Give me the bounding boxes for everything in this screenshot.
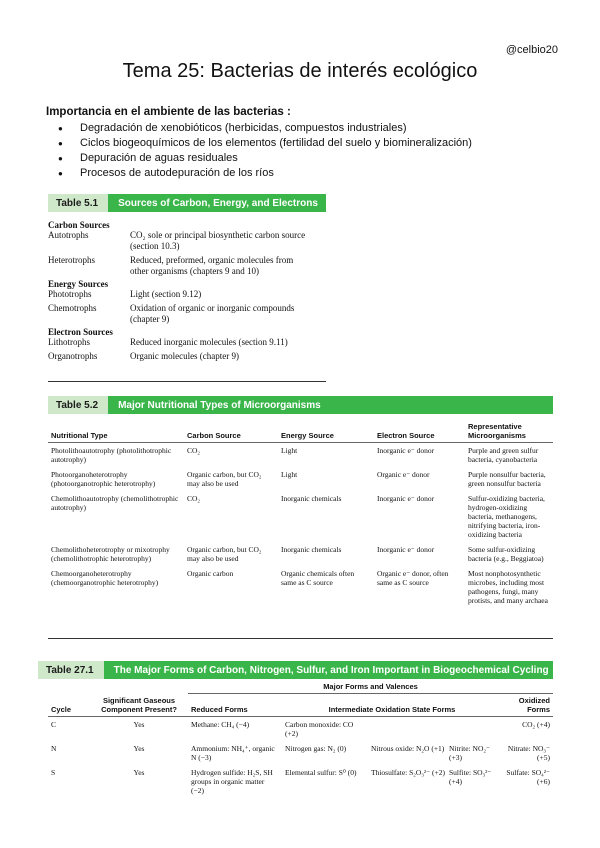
table3-cell: Nitrous oxide: N₂O (+1) bbox=[371, 744, 445, 753]
bullet-list bbox=[58, 121, 472, 181]
table1-section-title: Electron Sources bbox=[48, 327, 113, 337]
table3-cell: Sulfite: SO₃²⁻ (+4) bbox=[449, 768, 492, 786]
table-row bbox=[48, 717, 553, 742]
table2-cell: Sulfur-oxidizing bacteria, hydrogen-oxidizing bacteria, methanogens, nitrifying bacteria, iron-oxidizing bacteria bbox=[468, 494, 545, 539]
table2-caption: Major Nutritional Types of Microorganisms bbox=[118, 399, 321, 411]
table3-cell: Sulfate: SO₄²⁻ (+6) bbox=[506, 768, 550, 786]
table2-cell: CO₂ bbox=[187, 494, 201, 503]
table2-cell: Inorganic e⁻ donor bbox=[377, 446, 435, 455]
table3-cell: Thiosulfate: S₂O₃²⁻ (+2) bbox=[371, 768, 445, 777]
table2-cell: Organic chemicals often same as C source bbox=[281, 569, 355, 587]
table3-cell: S bbox=[51, 768, 56, 777]
table1-desc: Reduced, preformed, organic molecules from other organisms (chapters 9 and 10) bbox=[130, 255, 294, 276]
table3-cell: Methane: CH₄ (−4) bbox=[191, 720, 250, 729]
table3-cell: Elemental sulfur: S⁰ (0) bbox=[285, 768, 357, 777]
table2-cell: Chemoorganoheterotrophy (chemoorganotrophic heterotrophy) bbox=[51, 569, 159, 587]
table1-term: Autotrophs bbox=[48, 230, 89, 240]
table2-cell: Organic carbon, but CO₂ may also be used bbox=[187, 545, 262, 563]
table3-cell: N bbox=[51, 744, 57, 753]
table3-cell: Nitrate: NO₃⁻ (+5) bbox=[507, 744, 550, 762]
table1-term: Organotrophs bbox=[48, 351, 98, 361]
table2-cell: Inorganic chemicals bbox=[281, 494, 342, 503]
table1-desc: Reduced inorganic molecules (section 9.11) bbox=[130, 337, 288, 347]
table-row bbox=[48, 491, 553, 542]
table1-header bbox=[48, 194, 326, 212]
table2-number: Table 5.2 bbox=[48, 396, 108, 414]
table2-col-header: Energy Source bbox=[278, 420, 374, 443]
table2-header bbox=[48, 396, 553, 414]
table3-cell: C bbox=[51, 720, 57, 729]
bullet-item: ● Degradación de xenobióticos (herbicidas, compuestos industriales) bbox=[58, 121, 472, 136]
table2-cell: CO₂ bbox=[187, 446, 201, 455]
section-heading: Importancia en el ambiente de las bacterias : bbox=[46, 106, 291, 118]
table-row bbox=[48, 566, 553, 608]
table-row bbox=[48, 443, 553, 468]
table2-cell: Most nonphotosynthetic microbes, including most pathogens, fungi, many protists, and many archaea bbox=[468, 569, 548, 605]
table2-cell: Chemolithoautotrophy (chemolithotrophic autotrophy) bbox=[51, 494, 179, 512]
table1-term: Lithotrophs bbox=[48, 337, 90, 347]
table3-cell: Nitrogen gas: N₂ (0) bbox=[285, 744, 347, 753]
table1-term: Chemotrophs bbox=[48, 303, 97, 313]
table1-bottom-rule bbox=[48, 381, 326, 382]
table2-col-header: Electron Source bbox=[374, 420, 465, 443]
table3-cell: Carbon monoxide: CO (+2) bbox=[285, 720, 354, 738]
table2-cell: Some sulfur-oxidizing bacteria (e.g., Beggiatoa) bbox=[468, 545, 544, 563]
table3-col-header: Intermediate Oxidation State Forms bbox=[328, 705, 456, 714]
table2-cell: Organic carbon, but CO₂ may also be used bbox=[187, 470, 262, 488]
table1-desc: Organic molecules (chapter 9) bbox=[130, 351, 240, 361]
table3-header bbox=[38, 661, 553, 679]
bullet-item: ● Procesos de autodepuración de los ríos bbox=[58, 166, 472, 181]
table-row bbox=[48, 765, 553, 798]
table3-cell: CO₂ (+4) bbox=[522, 720, 550, 729]
table3-cell: Ammonium: NH₄⁺, organic N (−3) bbox=[191, 744, 275, 762]
table2-col-header: Nutritional Type bbox=[48, 420, 184, 443]
table1-desc: Oxidation of organic or inorganic compounds (chapter 9) bbox=[130, 303, 295, 324]
table1-section-title: Carbon Sources bbox=[48, 220, 110, 230]
table2-cell: Organic e⁻ donor, often same as C source bbox=[377, 569, 449, 587]
table3-col-header: Significant Gaseous Component Present? bbox=[101, 696, 177, 714]
table3-col-header: Cycle bbox=[51, 705, 72, 714]
table1-term: Heterotrophs bbox=[48, 255, 95, 265]
table1-desc: Light (section 9.12) bbox=[130, 289, 202, 299]
table2-cell: Photoorganoheterotrophy (photoorganotrophic heterotrophy) bbox=[51, 470, 156, 488]
bullet-item: ● Depuración de aguas residuales bbox=[58, 151, 472, 166]
table-row bbox=[48, 467, 553, 491]
table1-desc: CO₂ sole or principal biosynthetic carbon source (section 10.3) bbox=[130, 230, 306, 251]
table1-number: Table 5.1 bbox=[48, 194, 108, 212]
table-row bbox=[48, 542, 553, 566]
table3-cell: Yes bbox=[133, 768, 145, 777]
table3-cell: Hydrogen sulfide: H₂S, SH groups in organic matter (−2) bbox=[191, 768, 273, 795]
table2 bbox=[48, 420, 553, 608]
table2-cell: Inorganic e⁻ donor bbox=[377, 545, 435, 554]
table3-group-header: Major Forms and Valences bbox=[188, 680, 553, 694]
table2-cell: Purple and green sulfur bacteria, cyanobacteria bbox=[468, 446, 539, 464]
table-row bbox=[48, 741, 553, 765]
table3-col-header: Reduced Forms bbox=[191, 705, 248, 714]
table1-section-title: Energy Sources bbox=[48, 279, 109, 289]
table3-col-header: Oxidized Forms bbox=[518, 696, 550, 714]
table2-cell: Inorganic e⁻ donor bbox=[377, 494, 435, 503]
table1-term: Phototrophs bbox=[48, 289, 92, 299]
bullet-item: ● Ciclos biogeoquímicos de los elementos (fertilidad del suelo y biomineralización) bbox=[58, 136, 472, 151]
table3-cell: Yes bbox=[133, 744, 145, 753]
author-handle: @celbio20 bbox=[505, 44, 558, 56]
table3-number: Table 27.1 bbox=[38, 661, 104, 679]
table2-cell: Organic e⁻ donor bbox=[377, 470, 430, 479]
table2-cell: Inorganic chemicals bbox=[281, 545, 342, 554]
table2-cell: Photolithoautotrophy (photolithotrophic autotrophy) bbox=[51, 446, 172, 464]
table3-cell: Nitrite: NO₂⁻ (+3) bbox=[449, 744, 490, 762]
page-title: Tema 25: Bacterias de interés ecológico bbox=[122, 60, 478, 82]
table3-cell: Yes bbox=[133, 720, 145, 729]
table2-cell: Light bbox=[281, 446, 298, 455]
table2-cell: Light bbox=[281, 470, 298, 479]
table2-cell: Purple nonsulfur bacteria, green nonsulfur bacteria bbox=[468, 470, 546, 488]
table3-caption: The Major Forms of Carbon, Nitrogen, Sulfur, and Iron Important in Biogeochemical Cycling bbox=[113, 664, 549, 676]
table3-cell bbox=[371, 720, 445, 738]
table2-bottom-rule bbox=[48, 638, 553, 639]
table1 bbox=[48, 218, 308, 362]
table2-cell: Chemolithoheterotrophy or mixotrophy (chemolithotrophic heterotrophy) bbox=[51, 545, 170, 563]
table2-col-header: Representative Microorganisms bbox=[465, 420, 553, 443]
table3-cell bbox=[449, 720, 499, 738]
table2-cell: Organic carbon bbox=[187, 569, 234, 578]
table3 bbox=[48, 680, 553, 798]
table2-col-header: Carbon Source bbox=[184, 420, 278, 443]
table1-caption: Sources of Carbon, Energy, and Electrons bbox=[108, 194, 326, 212]
